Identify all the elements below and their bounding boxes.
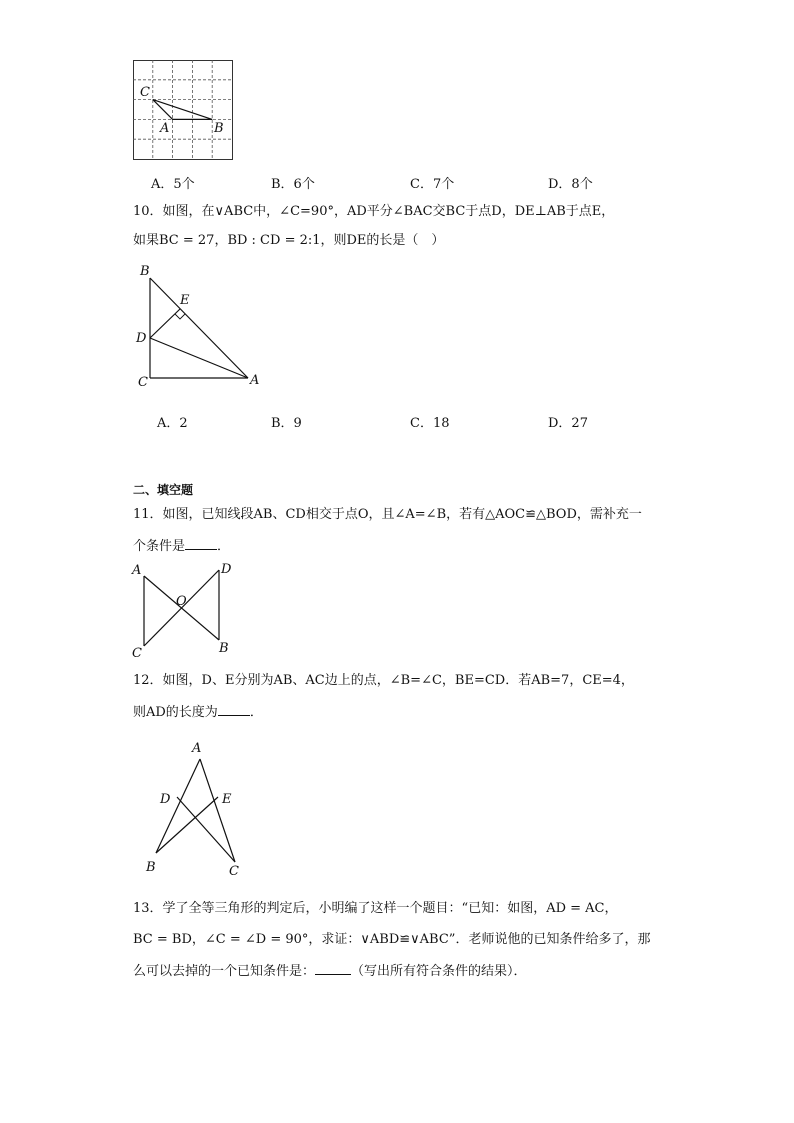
q13-line3-prefix: 么可以去掉的一个已知条件是： — [133, 964, 316, 979]
q11-label-c: C — [132, 646, 142, 661]
q13-line3-suffix: （写出所有符合条件的结果）． — [351, 964, 527, 979]
q11-answer-blank[interactable] — [185, 537, 217, 550]
q10-label-c: C — [138, 375, 148, 390]
q11-stem-line2 — [133, 537, 230, 555]
q13-answer-blank[interactable] — [315, 962, 351, 975]
q12-label-e: E — [222, 792, 232, 807]
q11-cross-figure — [128, 560, 238, 660]
q9-option-b[interactable]: B．6个 — [271, 177, 315, 192]
q12-stem-line1: 12．如图，D、E分别为AB、AC边上的点，∠B=∠C，BE=CD．若AB=7，CE=4， — [133, 673, 634, 688]
q11-label-a: A — [132, 563, 142, 578]
q9-option-d[interactable]: D．8个 — [548, 177, 593, 192]
q10-label-b: B — [140, 264, 150, 279]
q11-line2-prefix: 个条件是 — [133, 539, 186, 554]
q12-answer-blank[interactable] — [218, 703, 250, 716]
q10-label-d: D — [136, 331, 147, 346]
q11-line2-suffix: ． — [217, 539, 231, 554]
q13-stem-line1: 13．学了全等三角形的判定后，小明编了这样一个题目：“已知：如图，AD = AC， — [133, 901, 618, 916]
q9-label-c: C — [140, 85, 150, 100]
q10-stem-line1: 10．如图，在∨ABC中，∠C=90°，AD平分∠BAC交BC于点D，DE⊥AB于点E， — [133, 204, 615, 219]
q10-triangle-figure — [130, 262, 270, 392]
section-title-fill-in: 二、填空题 — [133, 483, 194, 497]
q12-line2-prefix: 则AD的长度为 — [133, 705, 218, 720]
q10-stem-line2: 如果BC = 27，BD : CD = 2:1，则DE的长是（ ） — [133, 233, 445, 248]
q9-label-b: B — [214, 121, 224, 136]
q9-option-a[interactable]: A．5个 — [151, 177, 195, 192]
q10-option-d[interactable]: D．27 — [548, 416, 588, 431]
q12-line2-suffix: ． — [249, 705, 263, 720]
q11-label-b: B — [219, 641, 229, 656]
q11-label-d: D — [221, 562, 232, 577]
q13-stem-line3 — [133, 962, 527, 980]
q9-option-c[interactable]: C．7个 — [410, 177, 455, 192]
q12-label-a: A — [192, 741, 202, 756]
q11-label-o: O — [176, 594, 187, 609]
q13-stem-line2: BC = BD，∠C = ∠D = 90°，求证：∨ABD≌∨ABC”．老师说他的已知条件给多了，那 — [133, 932, 651, 947]
q12-label-b: B — [146, 860, 156, 875]
q10-option-c[interactable]: C．18 — [410, 416, 450, 431]
q10-option-b[interactable]: B．9 — [271, 416, 302, 431]
q10-label-e: E — [180, 293, 190, 308]
q10-label-a: A — [250, 373, 260, 388]
q10-option-a[interactable]: A．2 — [157, 416, 188, 431]
q9-grid-figure — [133, 60, 233, 160]
q9-label-a: A — [160, 121, 170, 136]
q11-stem-line1: 11．如图，已知线段AB、CD相交于点O，且∠A=∠B，若有△AOC≌△BOD，需补充一 — [133, 507, 642, 522]
q12-label-d: D — [160, 792, 171, 807]
q12-label-c: C — [229, 864, 239, 879]
q12-stem-line2 — [133, 703, 263, 721]
q12-triangle-figure — [140, 737, 260, 882]
